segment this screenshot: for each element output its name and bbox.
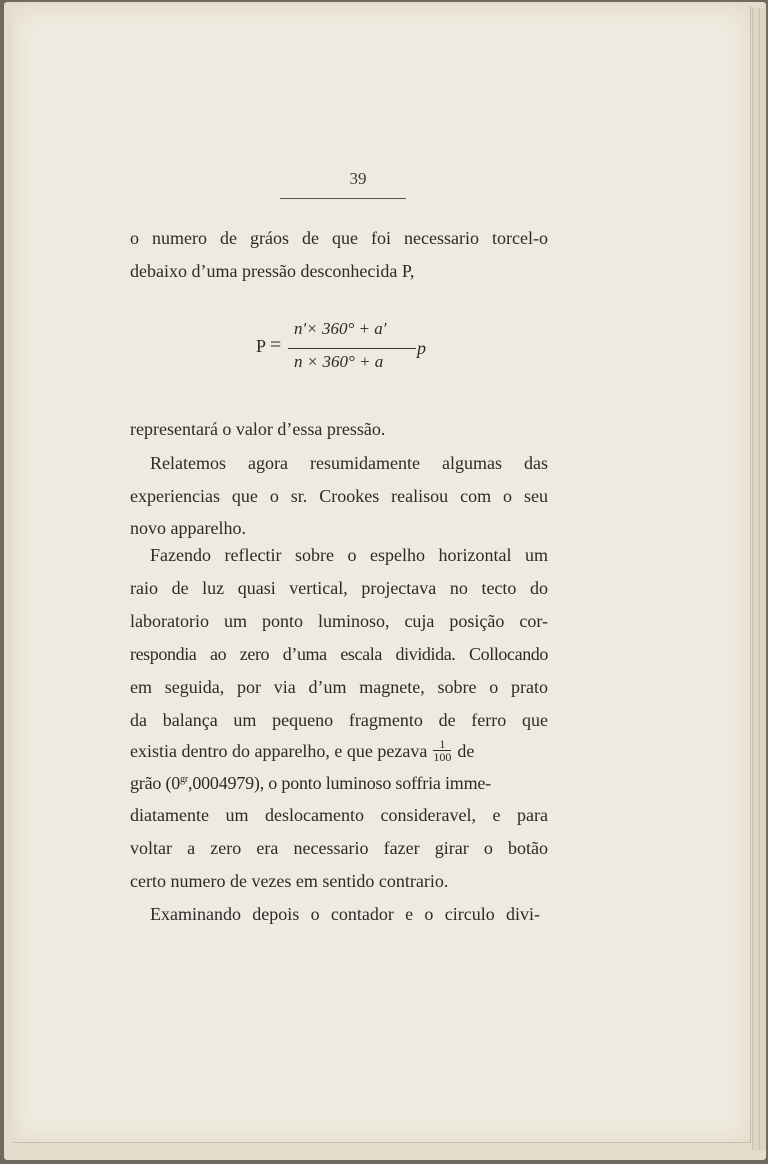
page-number: 39 [349, 169, 367, 188]
text-line: o numero de gráos de que foi necessario torcel-o [130, 228, 548, 248]
fraction-line-tail: de [457, 741, 475, 761]
text-line: representará o valor d’essa pressão. [130, 419, 386, 439]
book-page [12, 6, 751, 1143]
text-line: respondia ao zero d’uma escala dividida. Collocando [130, 644, 548, 664]
text-line: raio de luz quasi vertical, projectava no tecto do [130, 578, 548, 598]
formula-factor: p [417, 338, 426, 358]
formula-numerator: n′× 360° + a′ [294, 319, 387, 338]
text-line: da balança um pequeno fragmento de ferro que [130, 710, 548, 730]
text-line: laboratorio um ponto luminoso, cuja posição cor- [130, 611, 548, 631]
formula-denominator: n × 360° + a [294, 352, 384, 371]
text-line: certo numero de vezes em sentido contrario. [130, 871, 449, 891]
text-line: experiencias que o sr. Crookes realisou com o seu [130, 486, 548, 506]
pressure-formula [252, 316, 452, 380]
text-line [130, 772, 548, 794]
page-edge [759, 8, 766, 1150]
fraction-numerator: 1 [433, 738, 451, 751]
paragraph-start-line: Examinando depois o contador e o circulo divi- [150, 904, 540, 924]
page-edge [752, 8, 759, 1150]
grain-text: grão (0 [130, 773, 181, 793]
grain-unit: gr [180, 774, 189, 785]
fraction-line-text: existia dentro do apparelho, e que pezava [130, 741, 428, 761]
inline-fraction [433, 738, 451, 763]
header-rule [280, 198, 406, 199]
fraction-bar [288, 348, 416, 349]
text-line: novo apparelho. [130, 518, 246, 538]
text-line-with-fraction [130, 737, 548, 765]
fraction-denominator: 100 [433, 750, 452, 765]
grain-text-tail: ,0004979), o ponto luminoso soffria imme- [188, 773, 491, 793]
text-line: em seguida, por via d’um magnete, sobre o prato [130, 677, 548, 697]
book-page-stack [4, 2, 766, 1160]
text-line: debaixo d’uma pressão desconhecida P, [130, 261, 415, 281]
paragraph-start-line: Relatemos agora resumidamente algumas das [150, 453, 548, 473]
text-line: diatamente um deslocamento consideravel, e para [130, 805, 548, 825]
paragraph-start-line: Fazendo reflectir sobre o espelho horizontal um [150, 545, 548, 565]
text-line: voltar a zero era necessario fazer girar o botão [130, 838, 548, 858]
formula-lhs: P [256, 336, 267, 356]
formula-equals: = [270, 334, 282, 356]
